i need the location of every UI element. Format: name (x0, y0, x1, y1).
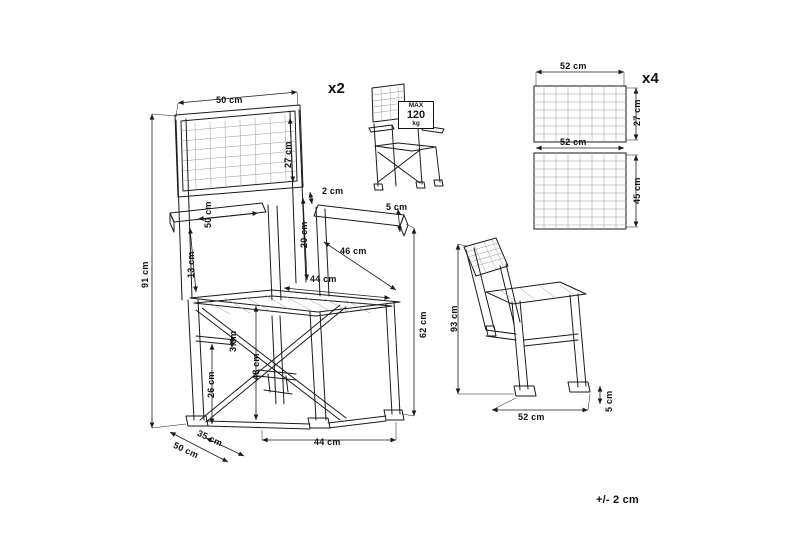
max-load-unit: kg (412, 119, 420, 127)
dim-seat-panel-width: 52 cm (560, 137, 587, 147)
dim-side-height: 62 cm (418, 311, 428, 338)
dim-side-foot-thickness: 5 cm (604, 390, 614, 412)
dim-armrest-depth: 50 cm (203, 201, 213, 228)
dim-seat-depth-diagonal: 46 cm (340, 246, 367, 256)
max-load-label: MAX (408, 102, 424, 109)
dim-base-inner-depth: 35 cm (195, 428, 225, 449)
dim-armrest-thickness: 5 cm (386, 202, 408, 212)
dim-backrest-panel-height: 27 cm (632, 99, 642, 126)
dim-backrest-panel-width: 52 cm (560, 61, 587, 71)
dim-armrest-to-seat: 13 cm (186, 251, 196, 278)
dim-stretcher-gap: 3 cm (228, 330, 238, 352)
dim-back-to-seat: 20 cm (299, 221, 309, 248)
dim-seat-width: 44 cm (310, 274, 337, 284)
dim-seat-panel-height: 45 cm (632, 177, 642, 204)
dim-total-height: 91 cm (140, 261, 150, 288)
dim-lower-leg-height: 26 cm (206, 371, 216, 398)
quantity-fabric-covers: x4 (642, 70, 660, 87)
tolerance-note: +/- 2 cm (596, 494, 639, 506)
quantity-chairs: x2 (328, 80, 346, 97)
dim-backrest-height: 27 cm (283, 141, 293, 168)
max-load-badge (398, 101, 434, 129)
dim-armrest-gap: 2 cm (322, 186, 344, 196)
dim-side-depth: 52 cm (518, 412, 545, 422)
dim-base-depth: 50 cm (171, 440, 201, 461)
dim-seat-height: 48 cm (251, 353, 261, 380)
max-load-value: 120 (406, 108, 426, 121)
dim-side-total-height: 93 cm (449, 305, 459, 332)
dim-base-width: 44 cm (314, 437, 341, 447)
dim-backrest-width: 50 cm (216, 95, 243, 105)
